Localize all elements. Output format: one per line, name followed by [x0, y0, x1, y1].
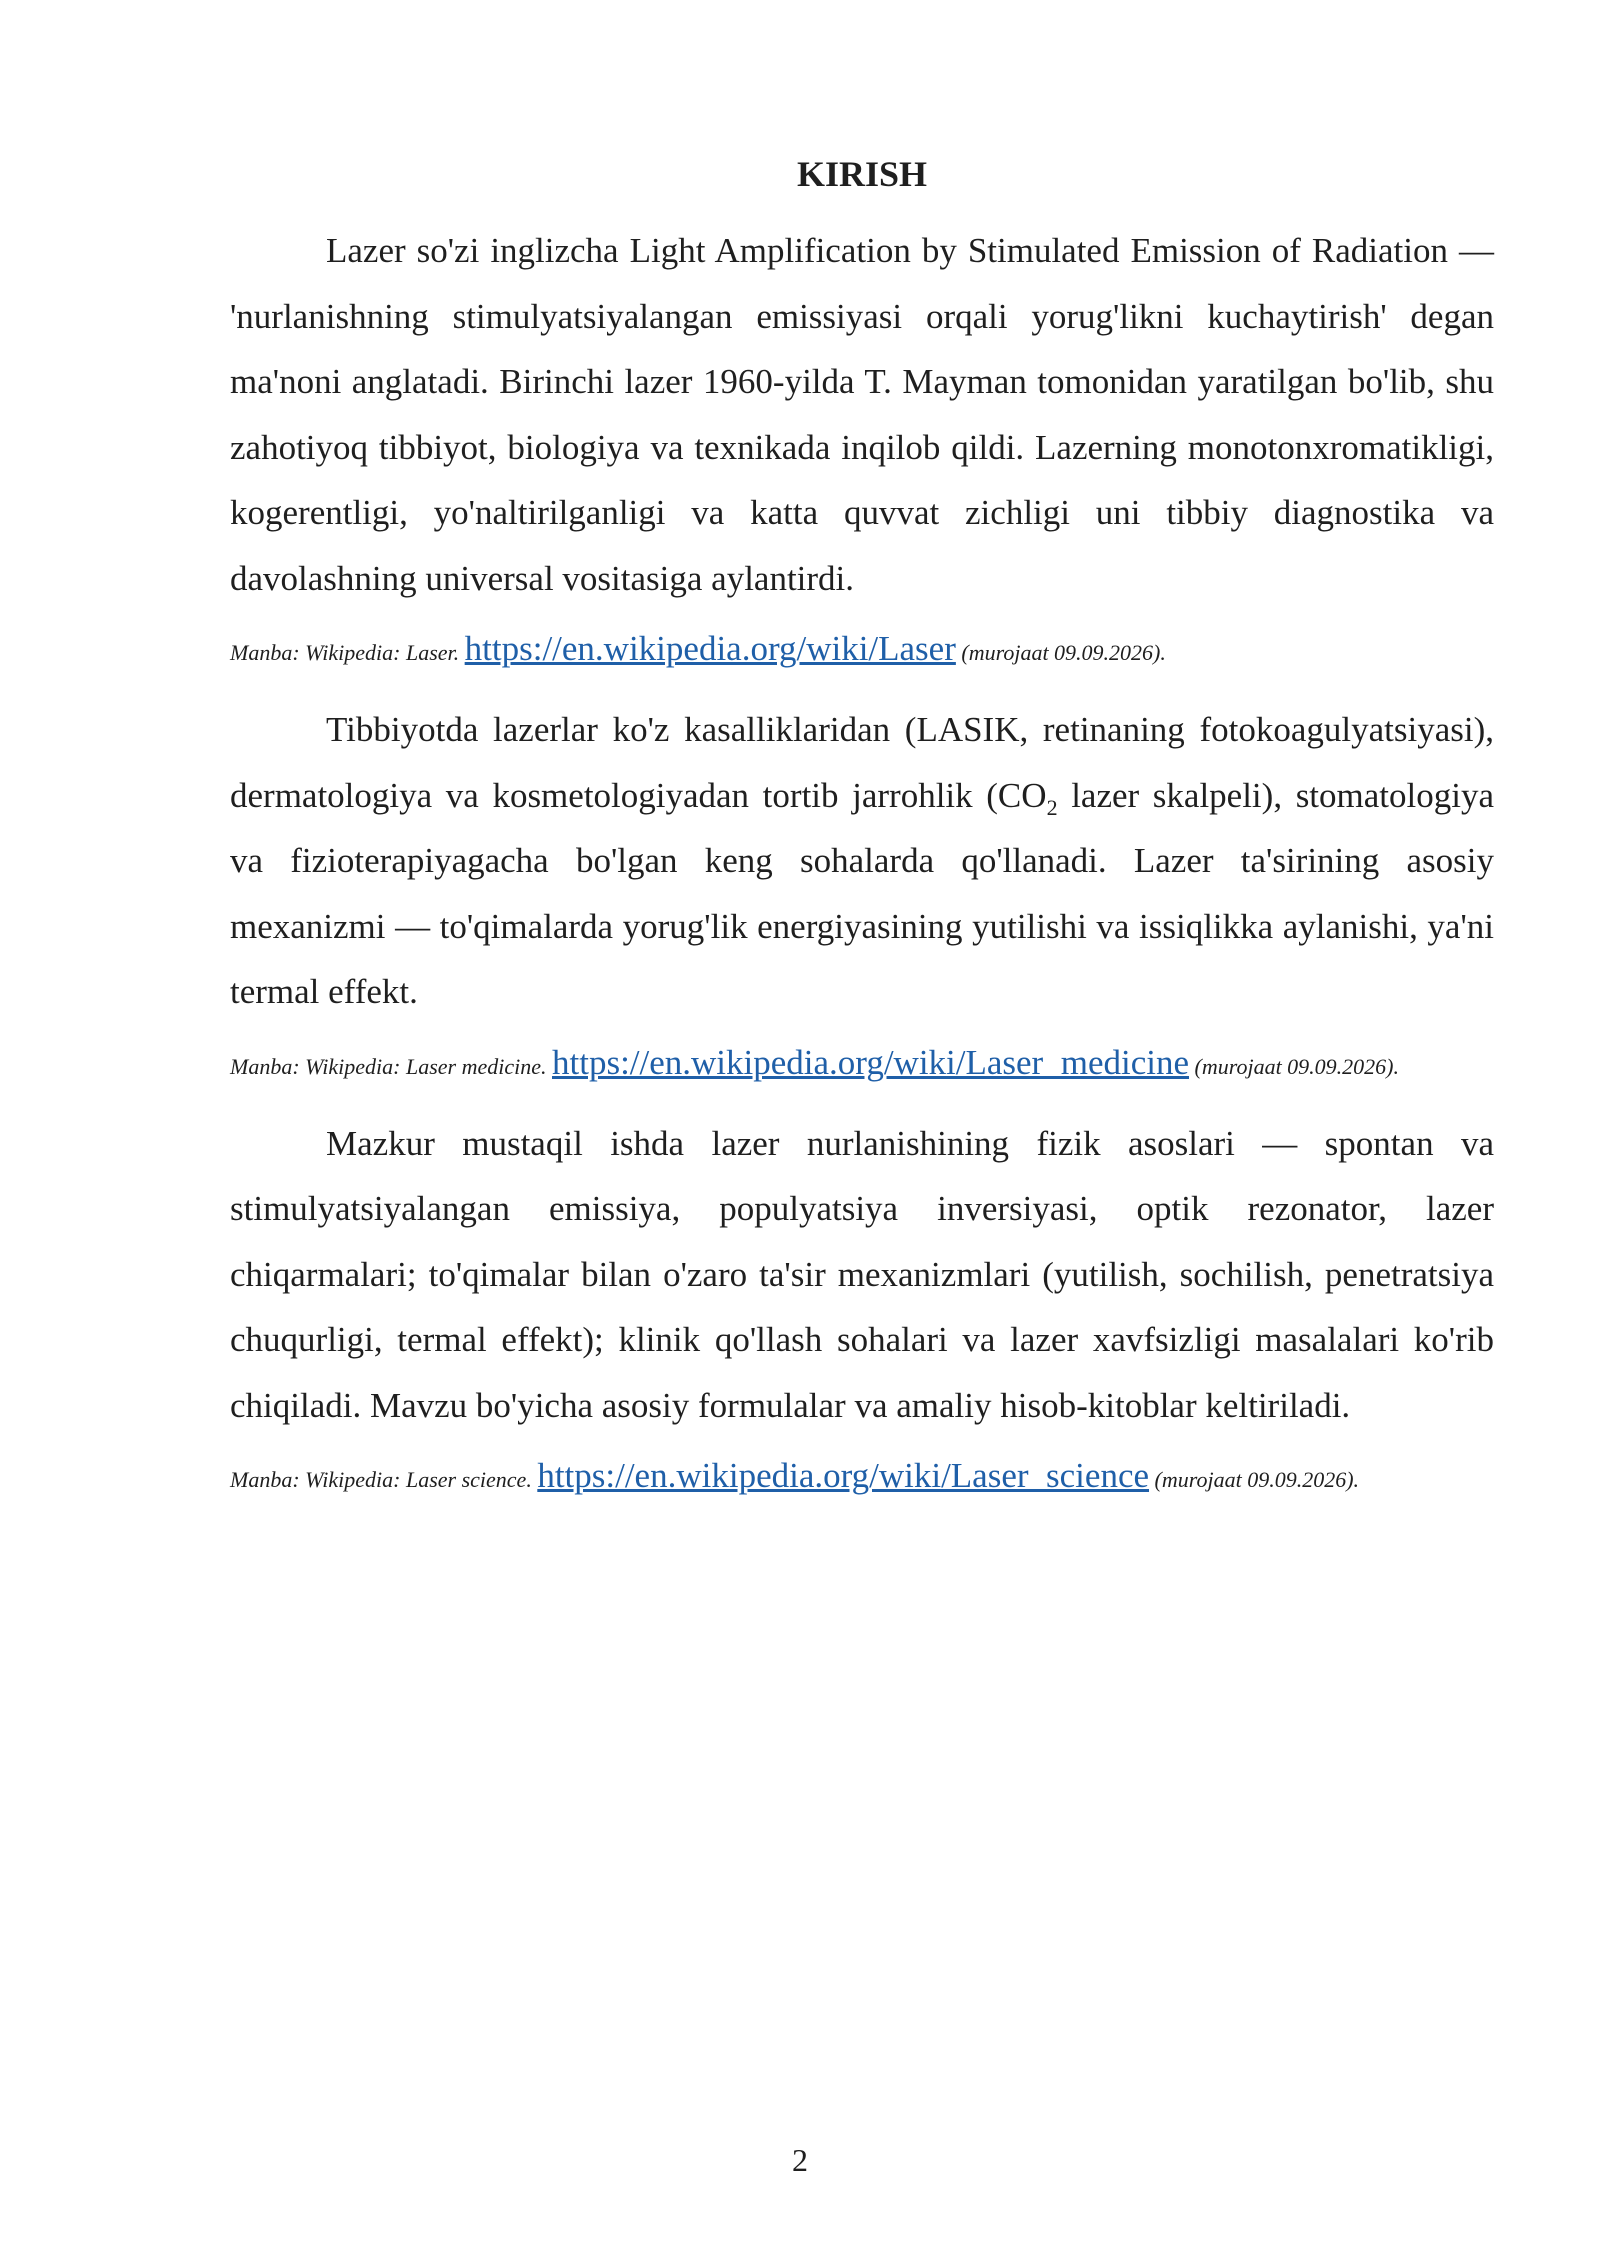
source-link-laser-science[interactable]: https://en.wikipedia.org/wiki/Laser_science	[537, 1456, 1150, 1495]
paragraph-2-part-1: Tibbiyotda lazerlar ko'z kasalliklaridan (LASIK, retinaning fotokoagulyatsiyasi), dermatologiya va kosmetologiyadan tortib jarrohlik (CO	[230, 710, 1494, 815]
paragraph-1: Lazer so'zi inglizcha Light Amplification by Stimulated Emission of Radiation — 'nurlanishning stimulyatsiyalangan emissiyasi orqali yorug'likni kuchaytirish' degan ma'noni anglatadi. Birinchi lazer 1960-yilda T. Mayman tomonidan yaratilgan bo'lib, shu zahotiyoq tibbiyot, biologiya va texnikada inqilob qildi. Lazerning monotonxromatikligi, kogerentligi, yo'naltirilganligi va katta quvvat zichligi uni tibbiy diagnostika va davolashning universal vositasiga aylantirdi.	[230, 231, 1494, 598]
source-note-3	[230, 1456, 1494, 1496]
co2-subscript: 2	[1046, 794, 1058, 820]
paragraph-2-part-2: lazer skalpeli), stomatologiya va fizioterapiyagacha bo'lgan keng sohalarda qo'llanadi. Lazer ta'sirining asosiy mexanizmi — to'qimalarda yorug'lik energiyasining yutilishi va issiqlikka aylanishi, ya'ni termal effekt.	[230, 775, 1494, 1011]
source-link-laser[interactable]: https://en.wikipedia.org/wiki/Laser	[464, 629, 956, 668]
page-number: 2	[792, 2142, 808, 2178]
source-suffix: (murojaat 09.09.2026).	[961, 640, 1166, 665]
source-note-1	[230, 629, 1494, 669]
source-prefix: Manba: Wikipedia: Laser medicine.	[230, 1053, 547, 1079]
source-note-2	[230, 1042, 1494, 1083]
source-prefix: Manba: Wikipedia: Laser.	[230, 640, 460, 665]
source-suffix: (murojaat 09.09.2026).	[1154, 1467, 1360, 1492]
page-content	[230, 150, 1494, 1524]
source-suffix: (murojaat 09.09.2026).	[1194, 1053, 1400, 1079]
source-prefix: Manba: Wikipedia: Laser science.	[230, 1467, 532, 1492]
paragraph-3: Mazkur mustaqil ishda lazer nurlanishining fizik asoslari — spontan va stimulyatsiyalangan emissiya, populyatsiya inversiyasi, optik rezonator, lazer chiqarmalari; to'qimalar bilan o'zaro ta'sir mexanizmlari (yutilish, sochilish, penetratsiya chuqurligi, termal effekt); klinik qo'llash sohalari va lazer xavfsizligi masalalari ko'rib chiqiladi. Mavzu bo'yicha asosiy formulalar va amaliy hisob-kitoblar keltiriladi.	[230, 1123, 1494, 1425]
paragraph-2	[230, 697, 1494, 1025]
source-link-laser-medicine[interactable]: https://en.wikipedia.org/wiki/Laser_medicine	[552, 1042, 1189, 1082]
page-title: KIRISH	[796, 154, 928, 194]
